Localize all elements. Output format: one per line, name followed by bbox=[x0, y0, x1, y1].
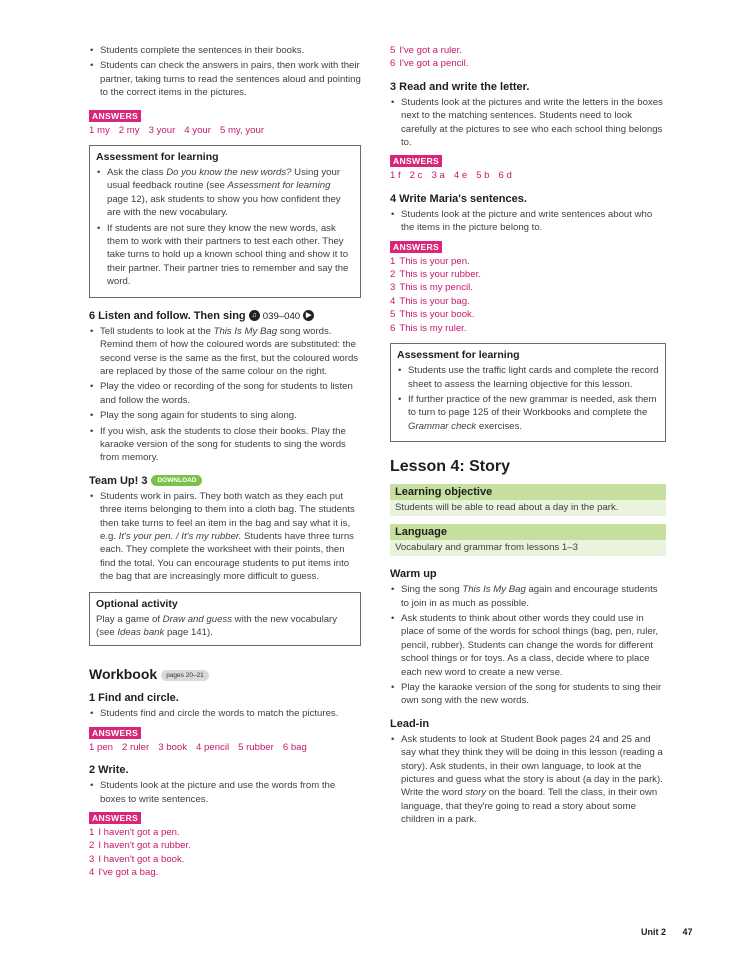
answer-item: 1 f bbox=[390, 170, 401, 182]
answer-item: 1 pen bbox=[89, 741, 114, 753]
list-item: • Ask students to think about other words they could use in place of some of the words for school things (bag, pen, ruler, pencil, rubber). Students can change the words for different school things or for toys. As a class, decide where to place each new word to create a new verse. bbox=[390, 612, 666, 679]
continued-answers bbox=[390, 44, 666, 71]
list-item: • Play the video or recording of the song for students to listen and follow the words. bbox=[89, 380, 361, 407]
answers-badge: ANSWERS bbox=[89, 110, 141, 122]
answer-line: 5 I've got a ruler. bbox=[390, 45, 462, 56]
assessment-box-left bbox=[89, 145, 361, 298]
team-up-bullets bbox=[89, 490, 361, 584]
workbook-3-bullets bbox=[390, 96, 666, 150]
page-number: 47 bbox=[682, 927, 693, 937]
list-item: • Students look at the pictures and write the letters in the boxes next to the matching sentences. Students need to look carefully at the pictures to see who each school thing belongs to. bbox=[390, 96, 666, 150]
workbook-1-answers bbox=[89, 741, 361, 754]
audio-icon[interactable]: ♫ bbox=[249, 310, 260, 321]
intro-bullets bbox=[89, 44, 361, 100]
answer-line: 6 This is my ruler. bbox=[390, 322, 467, 334]
answer-item: 5 b bbox=[476, 170, 490, 182]
list-item: • Ask the class Do you know the new words? Using your usual feedback routine (see Assessment for learning page 12), ask students to show you how confident they are with the new vocabulary. bbox=[96, 166, 354, 220]
answer-item: 2 my bbox=[118, 124, 140, 136]
list-item: • Tell students to look at the This Is My Bag song words. Remind them of how the coloured words are substituted: the second verse is the same as the first, but the coloured words are replaced by those of the same colour on the right. bbox=[89, 325, 361, 379]
optional-activity-text: Play a game of Draw and guess with the new vocabulary (see Ideas bank page 141). bbox=[96, 613, 338, 638]
workbook-1-bullets bbox=[89, 707, 361, 720]
workbook-4-heading: 4 Write Maria's sentences. bbox=[390, 192, 527, 205]
optional-activity-box bbox=[89, 592, 361, 647]
list-item: • Play the karaoke version of the song for students to sing their own song with the new words. bbox=[390, 681, 666, 708]
workbook-pages-badge: pages 20–21 bbox=[161, 670, 209, 681]
list-item: • If students are not sure they know the new words, ask them to work with their partners to test each other. They take turns to hold up a known school thing and show it to their partner. Their partner tries to remember and say the word. bbox=[96, 222, 354, 289]
answer-line: 4 I've got a bag. bbox=[89, 867, 159, 879]
answer-item: 4 pencil bbox=[196, 741, 230, 753]
answer-item: 1 my bbox=[89, 124, 110, 136]
left-column bbox=[89, 44, 361, 880]
workbook-1-heading: 1 Find and circle. bbox=[89, 692, 179, 705]
list-item: • Students can check the answers in pairs, then work with their partner, taking turns to read the sentences aloud and pointing to the correct items in the pictures. bbox=[89, 59, 361, 99]
answers-badge: ANSWERS bbox=[390, 241, 442, 253]
answer-line: 2 This is your rubber. bbox=[390, 269, 481, 281]
section-6-heading: 6 Listen and follow. Then sing ♫ 039–040 ▶ bbox=[89, 310, 361, 322]
assessment-bullets bbox=[397, 364, 659, 433]
list-item: • Students look at the picture and write sentences about who the items in the picture belong to. bbox=[390, 208, 666, 235]
download-badge[interactable]: DOWNLOAD bbox=[151, 475, 202, 486]
learning-objective-text: Students will be able to read about a day in the park. bbox=[395, 502, 619, 514]
list-item: • Students complete the sentences in their books. bbox=[89, 44, 361, 57]
workbook-3-heading: 3 Read and write the letter. bbox=[390, 80, 530, 93]
answer-line: 4 This is your bag. bbox=[390, 295, 470, 307]
unit-label: Unit 2 bbox=[641, 927, 667, 937]
answers-badge: ANSWERS bbox=[89, 812, 141, 824]
answer-item: 2 c bbox=[409, 170, 423, 182]
workbook-3-answers bbox=[390, 169, 666, 182]
language-title: Language bbox=[390, 524, 666, 540]
lead-in-heading: Lead-in bbox=[390, 717, 430, 730]
workbook-2-heading: 2 Write. bbox=[89, 764, 129, 777]
lesson-title: Lesson 4: Story bbox=[390, 458, 511, 476]
list-item: • Sing the song This Is My Bag again and encourage students to join in as much as possible. bbox=[390, 583, 666, 610]
answers-badge: ANSWERS bbox=[89, 727, 141, 739]
answer-line: 3 I haven't got a book. bbox=[89, 853, 185, 865]
answer-item: 5 my, your bbox=[219, 124, 265, 136]
workbook-2-bullets bbox=[89, 779, 361, 806]
optional-activity-title: Optional activity bbox=[96, 597, 178, 610]
language-box bbox=[390, 524, 666, 556]
answer-item: 4 e bbox=[453, 170, 468, 182]
answer-line: 5 This is your book. bbox=[390, 309, 475, 321]
team-up-heading: Team Up! 3 DOWNLOAD bbox=[89, 475, 361, 487]
answer-line: 3 This is my pencil. bbox=[390, 282, 473, 294]
intro-answers bbox=[89, 124, 361, 137]
right-column bbox=[390, 44, 666, 829]
answer-item: 3 book bbox=[158, 741, 188, 753]
list-item: • Play the song again for students to sing along. bbox=[89, 409, 361, 422]
answer-item: 3 your bbox=[148, 124, 176, 136]
workbook-heading: Workbook pages 20–21 bbox=[89, 666, 361, 682]
lead-in-bullets bbox=[390, 733, 666, 827]
answer-item: 2 ruler bbox=[122, 741, 150, 753]
answer-item: 3 a bbox=[431, 170, 445, 182]
answer-line: 1 I haven't got a pen. bbox=[89, 827, 180, 839]
list-item: • Ask students to look at Student Book pages 24 and 25 and say what they think they will be doing in this lesson (reading a story). Ask students, in their own language, to look at the pictures and guess what the story is about (a day in the park). Write the word story on the board. Tell the class, in their own language, that they're going to read a story about some children in a park. bbox=[390, 733, 666, 827]
warm-up-heading: Warm up bbox=[390, 568, 437, 581]
answers-badge: ANSWERS bbox=[390, 155, 442, 167]
answer-item: 6 d bbox=[498, 170, 512, 182]
learning-objective-box bbox=[390, 484, 666, 516]
list-item: • Students find and circle the words to match the pictures. bbox=[89, 707, 361, 720]
list-item: • If further practice of the new grammar is needed, ask them to turn to page 125 of their Workbooks and complete the Grammar check exercises. bbox=[397, 393, 659, 433]
list-item: • Students work in pairs. They both watch as they each put three items belonging to them into a cloth bag. The students then take turns to feel an item in the bag and say what it is, e.g. It's your pen. / It's my rubber. Students have three turns each. They complete the worksheet with their points, then find the total. You can encourage students to put items into the bag that are increasingly more difficult to guess. bbox=[89, 490, 361, 584]
list-item: • Students use the traffic light cards and complete the record sheet to assess the learning objective for this lesson. bbox=[397, 364, 659, 391]
assessment-title: Assessment for learning bbox=[397, 349, 520, 362]
list-item: • If you wish, ask the students to close their books. Play the karaoke version of the song for students to sing the words from memory. bbox=[89, 425, 361, 465]
page-footer bbox=[641, 927, 693, 937]
warm-up-bullets bbox=[390, 583, 666, 708]
learning-objective-title: Learning objective bbox=[390, 484, 666, 500]
answer-item: 6 bag bbox=[282, 741, 307, 753]
assessment-bullets bbox=[96, 166, 354, 289]
answer-line: 1 This is your pen. bbox=[390, 255, 470, 267]
answer-line: 2 I haven't got a rubber. bbox=[89, 840, 191, 852]
workbook-4-answers bbox=[390, 255, 666, 335]
section-6-bullets bbox=[89, 325, 361, 465]
assessment-title: Assessment for learning bbox=[96, 151, 219, 164]
language-text: Vocabulary and grammar from lessons 1–3 bbox=[395, 542, 578, 554]
answer-line: 6 I've got a pencil. bbox=[390, 58, 469, 70]
answer-item: 4 your bbox=[184, 124, 211, 136]
list-item: • Students look at the picture and use the words from the boxes to write sentences. bbox=[89, 779, 361, 806]
assessment-box-right bbox=[390, 343, 666, 442]
play-video-icon[interactable]: ▶ bbox=[303, 310, 314, 321]
workbook-4-bullets bbox=[390, 208, 666, 235]
answer-item: 5 rubber bbox=[238, 741, 274, 753]
workbook-2-answers bbox=[89, 826, 361, 880]
